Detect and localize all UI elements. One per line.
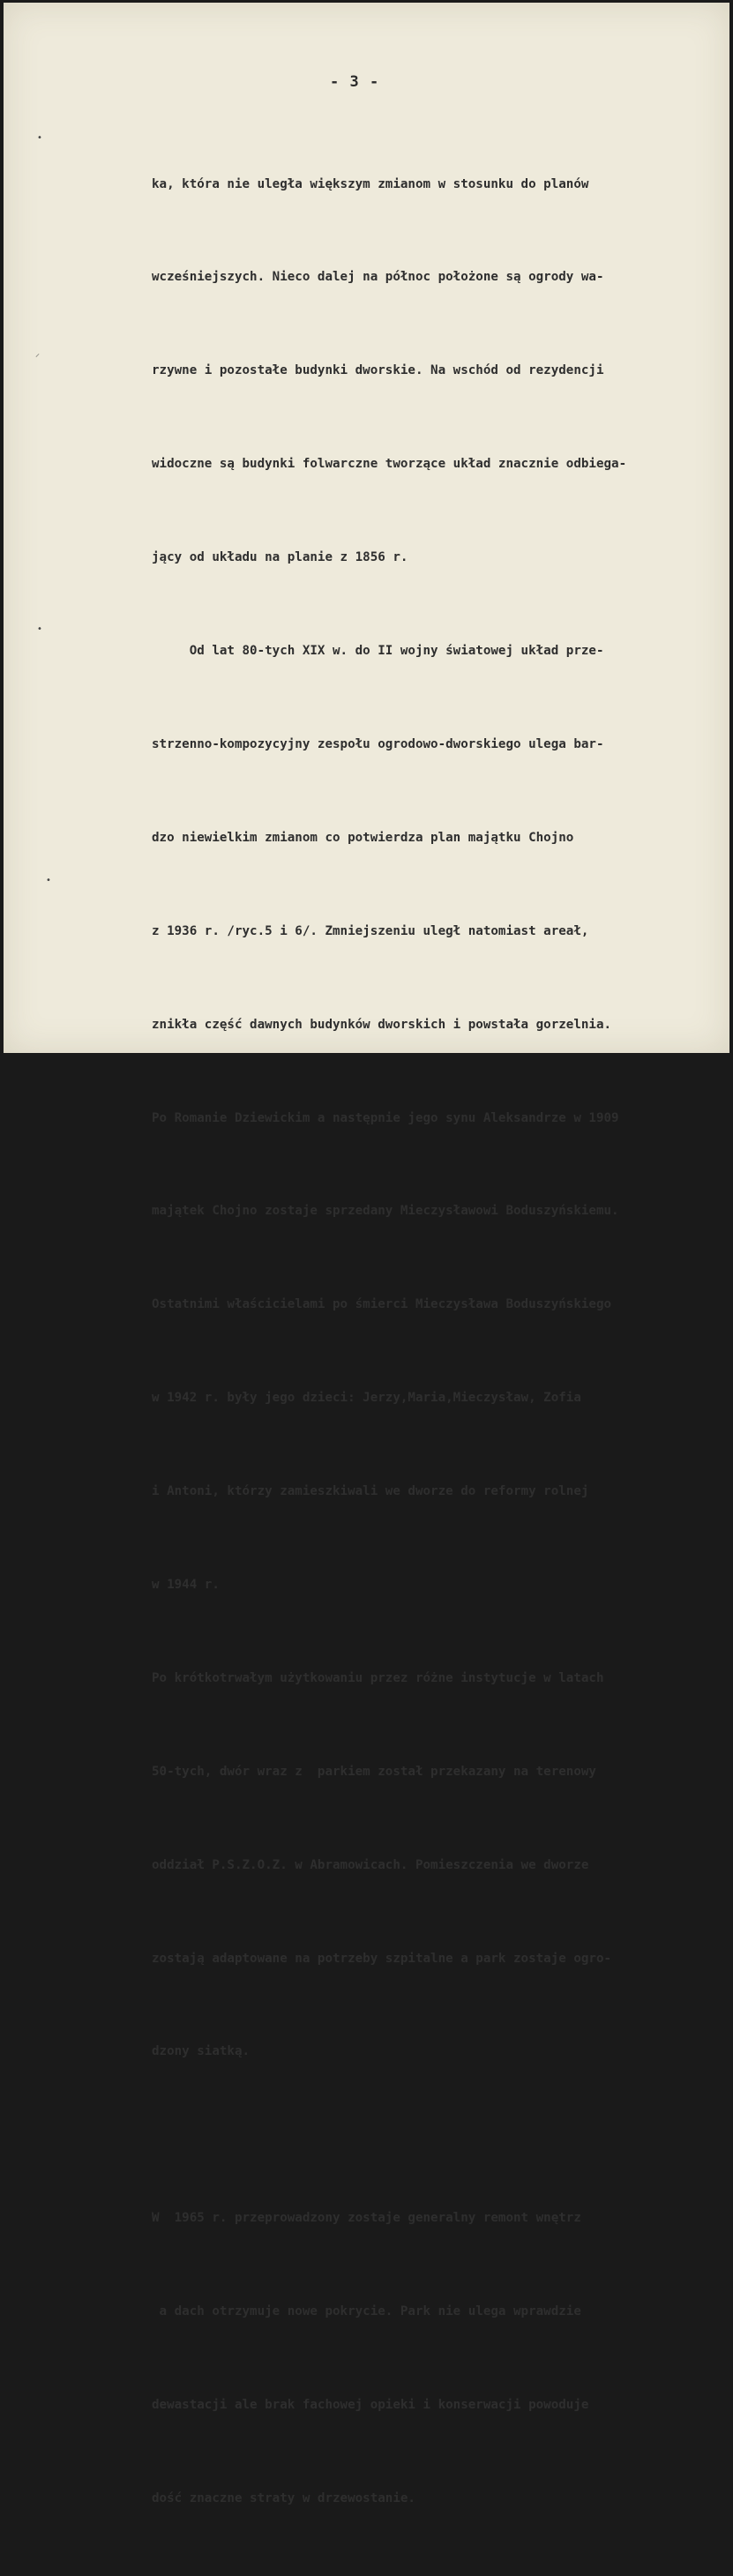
text-line: Po krótkotrwałym użytkowaniu przez różne instytucje w latach xyxy=(152,1670,604,1685)
paragraph-gap xyxy=(152,2130,716,2140)
text-line: Ostatnimi właścicielami po śmierci Mieczysława Boduszyńskiego xyxy=(152,1297,612,1312)
text-line: z 1936 r. /ryc.5 i 6/. Zmniejszeniu uległ natomiast areał, xyxy=(152,923,589,938)
text-line: ka, która nie uległa większym zmianom w stosunku do planów xyxy=(152,176,589,191)
speck-mark: • xyxy=(46,876,51,885)
text-line: i Antoni, którzy zamieszkiwali we dworze do reformy rolnej xyxy=(152,1484,589,1499)
text-line: w 1944 r. xyxy=(152,1577,220,1592)
text-line: oddział P.S.Z.O.Z. w Abramowicach. Pomieszczenia we dworze xyxy=(152,1857,589,1872)
text-line: W 1965 r. przeprowadzony zostaje generalny remont wnętrz xyxy=(152,2210,581,2225)
text-line: jący od układu na planie z 1856 r. xyxy=(152,550,408,565)
speck-mark: • xyxy=(37,133,42,143)
text-line: dzo niewielkim zmianom co potwierdza plan majątku Chojno xyxy=(152,830,574,845)
speck-mark: ⸝ xyxy=(35,349,40,359)
text-line: Po Romanie Dziewickim a następnie jego synu Aleksandrze w 1909 xyxy=(152,1110,619,1125)
text-line: dewastacji ale brak fachowej opieki i konserwacji powoduje xyxy=(152,2397,589,2412)
text-line: wcześniejszych. Nieco dalej na północ położone są ogrody wa- xyxy=(152,270,604,285)
text-line: Od lat 80-tych XIX w. do II wojny światowej układ prze- xyxy=(152,644,604,659)
text-line: dzony siatką. xyxy=(152,2044,251,2059)
text-line: widoczne są budynki folwarczne tworzące układ znacznie odbiega- xyxy=(152,457,627,472)
body-text xyxy=(152,107,716,2576)
text-line: strzenno-kompozycyjny zespołu ogrodowo-dworskiego ulega bar- xyxy=(152,736,604,751)
text-line: w 1942 r. były jego dzieci: Jerzy,Maria,Mieczysław, Zofia xyxy=(152,1391,581,1406)
text-line: rzywne i pozostałe budynki dworskie. Na wschód od rezydencji xyxy=(152,363,604,378)
text-line: 50-tych, dwór wraz z parkiem został przekazany na terenowy xyxy=(152,1764,596,1779)
text-line: a dach otrzymuje nowe pokrycie. Park nie ulega wprawdzie xyxy=(152,2303,581,2318)
page-number: - 3 - xyxy=(330,73,380,91)
text-line: zostają adaptowane na potrzeby szpitalne a park zostaje ogro- xyxy=(152,1951,612,1966)
text-line: dość znaczne straty w drzewostanie. xyxy=(152,2490,415,2505)
text-line: znikła część dawnych budynków dworskich i powstała gorzelnia. xyxy=(152,1017,612,1032)
typewritten-page xyxy=(4,3,729,2505)
text-line: majątek Chojno zostaje sprzedany Mieczysławowi Boduszyńskiemu. xyxy=(152,1204,619,1219)
speck-mark: • xyxy=(37,624,42,634)
